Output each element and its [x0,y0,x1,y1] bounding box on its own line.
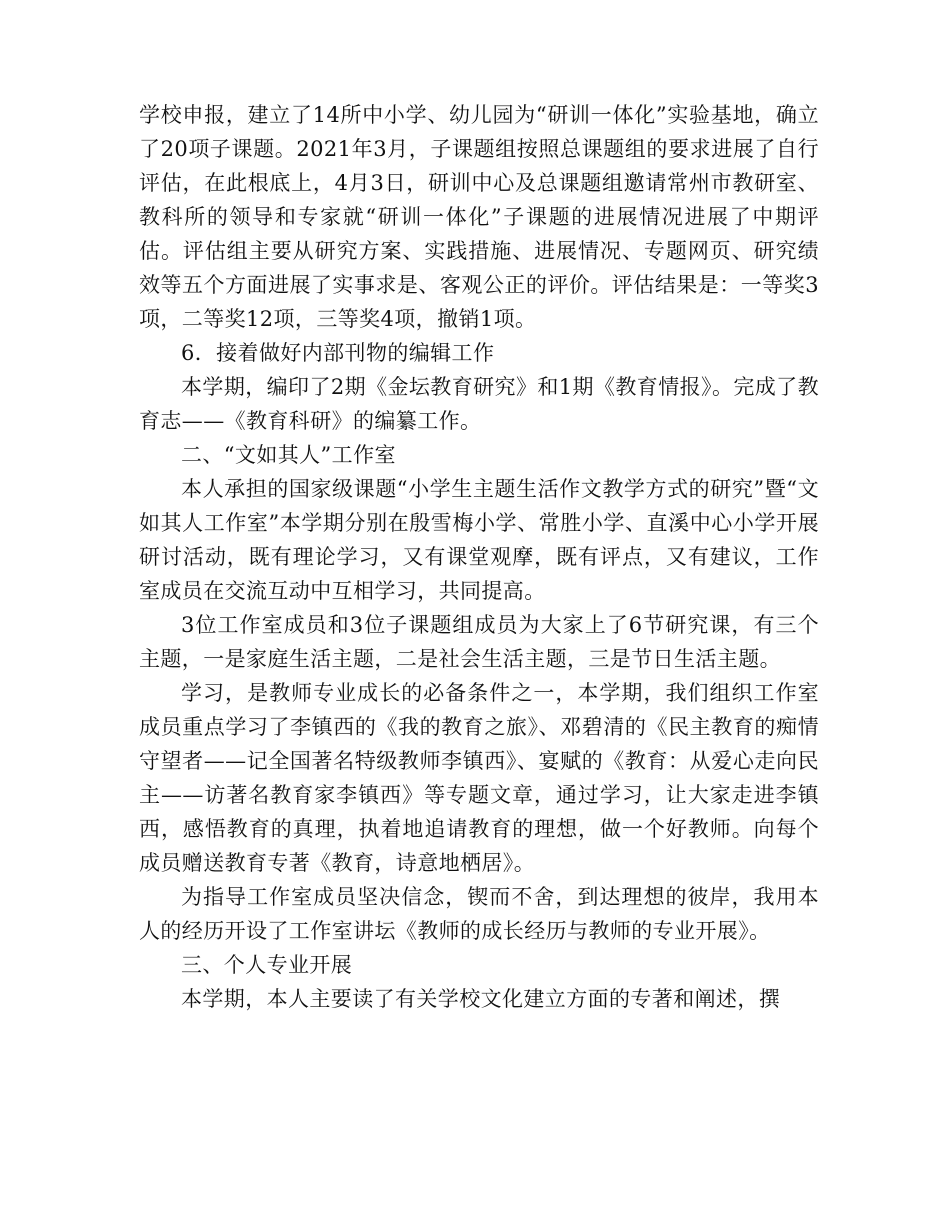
paragraph: 本人承担的国家级课题“小学生主题生活作文教学方式的研究”暨“文如其人工作室”本学期分别在殷雪梅小学、常胜小学、直溪中心小学开展研讨活动，既有理论学习，又有课堂观摩，既有评点，又有建议，工作室成员在交流互动中互相学习，共同提高。 [139,477,819,603]
paragraph-continuation: 学校申报，建立了14所中小学、幼儿园为“研训一体化”实验基地，确立了20项子课题。2021年3月，子课题组按照总课题组的要求进展了自行评估，在此根底上，4月3日，研训中心及总课题组邀请常州市教研室、教科所的领导和专家就“研训一体化”子课题的进展情况进展了中期评估。评估组主要从研究方案、实践措施、进展情况、专题网页、研究绩效等五个方面进展了实事求是、客观公正的评价。评估结果是：一等奖3项，二等奖12项，三等奖4项，撤销1项。 [139,103,819,331]
paragraph: 本学期，本人主要读了有关学校文化建立方面的专著和阐述，撰 [181,987,781,1011]
document-body [139,98,819,1016]
section-heading-2: 二、“文如其人”工作室 [181,443,396,467]
paragraph: 3位工作室成员和3位子课题组成员为大家上了6节研究课，有三个主题，一是家庭生活主题，二是社会生活主题，三是节日生活主题。 [139,613,819,671]
paragraph: 本学期，编印了2期《金坛教育研究》和1期《教育情报》。完成了教育志——《教育科研》的编纂工作。 [139,375,819,433]
paragraph: 学习，是教师专业成长的必备条件之一，本学期，我们组织工作室成员重点学习了李镇西的《我的教育之旅》、邓碧清的《民主教育的痴情守望者——记全国著名特级教师李镇西》、宴赋的《教育：从爱心走向民主——访著名教育家李镇西》等专题文章，通过学习，让大家走进李镇西，感悟教育的真理，执着地追请教育的理想，做一个好教师。向每个成员赠送教育专著《教育，诗意地栖居》。 [139,681,819,875]
paragraph: 为指导工作室成员坚决信念，锲而不舍，到达理想的彼岸，我用本人的经历开设了工作室讲坛《教师的成长经历与教师的专业开展》。 [139,885,819,943]
section-heading-6: 6．接着做好内部刊物的编辑工作 [181,341,495,365]
section-heading-3: 三、个人专业开展 [181,953,353,977]
